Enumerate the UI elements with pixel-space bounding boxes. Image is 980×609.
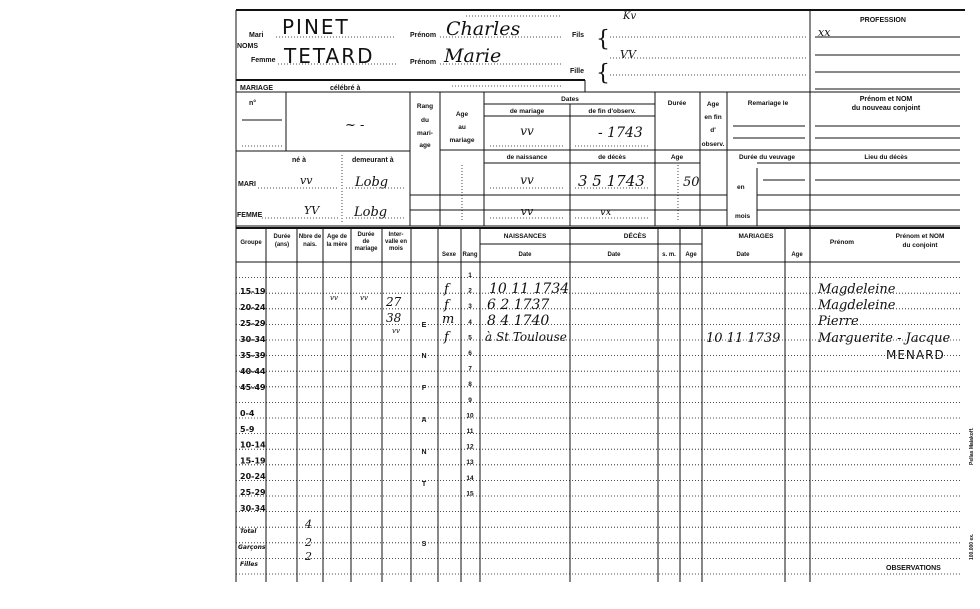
nouveau-conjoint-label-1: Prénom et NOM (859, 96, 913, 103)
col-rang: Rang (462, 252, 478, 258)
mois-label: mois (735, 213, 751, 220)
col-conjoint-1: Prénom et NOM (895, 233, 945, 240)
group-bottom-label: 30-34 (240, 503, 266, 513)
printer-note: Pellas Malakoff. (969, 427, 975, 465)
mari-ne-value: vv (300, 174, 313, 187)
col-naissances: NAISSANCES (503, 233, 547, 240)
femme-prenom-label: Prénom (410, 59, 437, 66)
profession-value: xx (818, 26, 831, 39)
mariage-date-value: vv (520, 124, 534, 138)
enfants-letter: N (421, 353, 427, 360)
fin-obs-value: - 1743 (598, 125, 643, 141)
mari-dem-value: Lobg (355, 175, 389, 190)
row3-sexe: m (442, 312, 455, 327)
row4-naissance: à St Toulouse (485, 330, 567, 344)
fille-brace: { (596, 61, 610, 86)
rang-label-2: du (421, 117, 429, 124)
age-label-3: mariage (449, 137, 475, 144)
mari-deces-value: 3 5 1743 (578, 172, 645, 190)
col-nbre-1: Nbre de (298, 234, 322, 240)
numero-label: n° (249, 100, 257, 107)
garcons-label: Garçons (238, 544, 266, 551)
group-top-label: 35-39 (240, 351, 266, 360)
col-sexe: Sexe (441, 252, 457, 258)
mari-age-value: 50 (683, 175, 700, 190)
row2-sexe: f (444, 298, 449, 313)
row3-naissance: 8 4 1740 (487, 313, 550, 329)
col-intervalle-3: mois (388, 246, 404, 252)
rank-number: 6 (468, 350, 472, 357)
col-prenom: Prénom (829, 239, 855, 246)
col-duree-2: (ans) (274, 242, 290, 248)
col-deces: DÉCÈS (623, 233, 647, 240)
duree-mar-mark: vv (360, 294, 368, 302)
rank-number: 2 (468, 287, 472, 295)
rank-number: 7 (468, 365, 472, 373)
duree-label: Durée (667, 100, 687, 107)
en-label: en (737, 184, 745, 191)
group-top-label: 30-34 (240, 335, 266, 344)
age-label-1: Age (455, 111, 469, 118)
col-mariage-date: Date (736, 252, 750, 258)
age-fin-label-4: observ. (701, 141, 725, 148)
group-top-label: 20-24 (240, 303, 266, 312)
fin-obs-label: de fin d'observ. (588, 108, 636, 115)
femme-row-label: FEMME (237, 212, 263, 219)
naissance-label: de naissance (506, 154, 548, 161)
femme-firstname: Marie (444, 45, 502, 67)
femme-surname: TETARD (284, 44, 375, 68)
enfants-letter: F (421, 385, 427, 392)
group-bottom-label: 25-29 (240, 488, 266, 497)
print-run-note: 100.000 ex. (969, 533, 975, 560)
age-col-label: Age (670, 154, 684, 161)
deces-label: de décès (598, 154, 626, 161)
col-intervalle-1: Inter- (388, 232, 404, 238)
filles-value: 2 (305, 550, 312, 563)
garcons-value: 2 (305, 536, 312, 549)
observations-label: OBSERVATIONS (886, 565, 941, 572)
demeurant-label: demeurant à (352, 157, 394, 164)
group-top-label: 45-49 (240, 383, 266, 392)
lieu-deces-label: Lieu du décès (864, 154, 908, 161)
enfants-letter: S (421, 541, 427, 548)
mari-prenom-label: Prénom (410, 32, 437, 39)
interval-1: 27 (386, 295, 402, 309)
rank-number: 3 (468, 303, 472, 311)
rank-numbers (466, 272, 474, 497)
col-age-mere-1: Age de (326, 234, 348, 240)
col-naiss-date: Date (518, 252, 532, 258)
mariage-label: MARIAGE (240, 85, 274, 92)
group-bottom-label: 10-14 (240, 440, 266, 450)
mariage-section (236, 80, 960, 226)
rank-number: 13 (466, 459, 474, 467)
mari-surname: PINET (282, 15, 350, 39)
col-duree-mar-1: Durée (357, 232, 375, 238)
rang-label-4: age (419, 142, 431, 149)
rang-label-3: mari- (417, 130, 433, 137)
fils-brace: { (596, 27, 610, 52)
kv-mark: Kv (623, 11, 637, 22)
ne-a-label: né à (292, 157, 307, 164)
group-bottom-label: 20-24 (240, 472, 266, 482)
total-label: Total (240, 528, 257, 535)
children-table (236, 228, 960, 582)
de-mariage-label: de mariage (509, 108, 545, 115)
total-value: 4 (305, 518, 312, 531)
rank-number: 8 (468, 381, 472, 389)
col-conjoint-2: du conjoint (902, 242, 938, 249)
femme-deces-value: vx (600, 207, 612, 218)
row4-sexe: f (444, 330, 449, 345)
age-fin-label-3: d' (710, 127, 716, 134)
col-duree-mar-3: mariage (354, 246, 378, 252)
rank-number: 1 (468, 272, 472, 279)
row4-conjoint: MENARD (886, 348, 945, 362)
col-intervalle-2: valle en (384, 239, 408, 245)
remariage-label: Remariage le (747, 100, 789, 107)
row1-prenom: Magdeleine (818, 282, 896, 297)
row4-mariage: 10 11 1739 (706, 331, 781, 346)
interval-3: vv (392, 327, 400, 335)
femme-ne-value: YV (304, 204, 320, 217)
col-mariages: MARIAGES (738, 233, 774, 240)
header-section (237, 11, 960, 89)
group-bottom-label: 5-9 (240, 424, 255, 434)
col-nbre-2: nais. (303, 242, 317, 248)
col-deces-date: Date (607, 252, 621, 258)
enfants-letter: E (421, 322, 427, 329)
groups-top (240, 287, 266, 392)
col-sm: s. m. (662, 252, 676, 258)
rank-number: 14 (466, 474, 474, 482)
groups-bottom (240, 409, 266, 513)
age-label-2: au (458, 124, 466, 131)
row2-naissance: 6 2 1737 (487, 297, 550, 313)
interval-2: 38 (386, 311, 402, 325)
enfants-letter: T (421, 481, 427, 488)
femme-label: Femme (251, 57, 276, 64)
row1-naissance: 10 11 1734 (489, 281, 570, 297)
fils-label: Fils (572, 32, 585, 39)
age-mere-mark: vv (330, 294, 338, 302)
celebre-value: ~ - (345, 118, 365, 133)
rank-number: 11 (466, 428, 474, 435)
row2-prenom: Magdeleine (818, 298, 896, 313)
age-fin-label-1: Age (706, 101, 720, 108)
rank-number: 4 (468, 318, 472, 326)
profession-label: PROFESSION (860, 17, 906, 24)
row3-prenom: Pierre (818, 314, 859, 329)
col-mariage-age: Age (791, 252, 803, 258)
group-top-label: 15-19 (240, 287, 266, 296)
noms-label: NOMS (237, 43, 258, 50)
femme-dem-value: Lobg (354, 205, 388, 220)
fille-label: Fille (570, 68, 585, 75)
age-fin-label-2: en fin (704, 114, 722, 121)
nouveau-conjoint-label-2: du nouveau conjoint (851, 105, 921, 112)
col-duree-1: Durée (273, 234, 291, 240)
mari-naissance-value: vv (520, 173, 534, 187)
group-bottom-label: 15-19 (240, 456, 266, 466)
filles-label: Filles (240, 561, 258, 568)
rank-number: 15 (466, 490, 474, 498)
col-groupe: Groupe (240, 240, 262, 246)
enfants-letter: N (421, 449, 427, 456)
row1-sexe: f (444, 282, 449, 297)
rang-label-1: Rang (416, 103, 434, 110)
mari-row-label: MARI (238, 181, 256, 188)
mari-firstname: Charles (446, 18, 521, 40)
rank-number: 9 (468, 396, 472, 404)
rank-number: 5 (468, 334, 472, 342)
celebre-label: célébré à (330, 85, 361, 92)
mari-label: Mari (249, 32, 264, 39)
row4-prenom: Marguerite - Jacque (818, 331, 951, 346)
veuvage-label: Durée du veuvage (739, 154, 795, 161)
group-top-label: 40-44 (240, 367, 266, 376)
group-top-label: 25-29 (240, 319, 266, 328)
col-duree-mar-2: de (362, 239, 370, 245)
femme-naissance-value: vv (520, 205, 534, 218)
dates-label: Dates (561, 96, 579, 103)
col-deces-age: Age (685, 252, 697, 258)
fille-mark: VV (620, 48, 636, 61)
rank-number: 12 (466, 443, 474, 451)
enfants-letter: A (421, 417, 427, 424)
group-bottom-label: 0-4 (240, 409, 255, 418)
col-age-mere-2: la mère (326, 242, 348, 248)
rank-number: 10 (466, 412, 474, 420)
